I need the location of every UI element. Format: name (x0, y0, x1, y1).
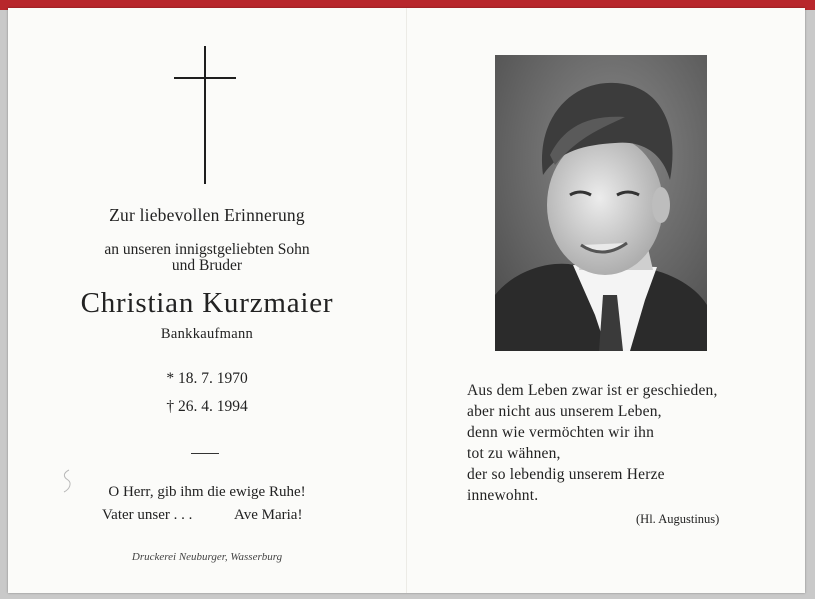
divider-dash (191, 453, 219, 454)
poem-line: Aus dem Leben zwar ist er geschieden, (467, 382, 718, 399)
deceased-name: Christian Kurzmaier (80, 287, 334, 319)
profession-text: Bankkaufmann (160, 326, 254, 342)
poem-line: aber nicht aus unserem Leben, (467, 403, 662, 420)
pencil-mark-icon (60, 468, 74, 494)
portrait-photo (495, 55, 707, 351)
relation-line-1: an unseren innigstgeliebten Sohn (104, 241, 310, 258)
poem-block (467, 380, 718, 506)
card-right-panel (407, 8, 805, 593)
prayer-vater-unser: Vater unser . . . (102, 507, 193, 523)
card-left-panel (8, 8, 406, 593)
poem-line: der so lebendig unserem Herze (467, 466, 665, 483)
prayer-ave-maria: Ave Maria! (234, 507, 303, 523)
dedication-text: Zur liebevollen Erinnerung (109, 205, 305, 225)
cross-icon (204, 46, 206, 184)
memorial-card (8, 8, 805, 593)
printer-credit: Druckerei Neuburger, Wasserburg (131, 551, 283, 563)
prayer-line-1: O Herr, gib ihm die ewige Ruhe! (108, 484, 306, 500)
poem-source: (Hl. Augustinus) (636, 512, 720, 526)
birth-date: * 18. 7. 1970 (166, 370, 248, 387)
poem-line: innewohnt. (467, 487, 539, 504)
poem-line: denn wie vermöchten wir ihn (467, 424, 655, 441)
death-date: † 26. 4. 1994 (166, 398, 248, 415)
cross-icon-bar (174, 77, 236, 79)
relation-line-2: und Bruder (171, 257, 243, 274)
poem-line: tot zu wähnen, (467, 445, 561, 462)
